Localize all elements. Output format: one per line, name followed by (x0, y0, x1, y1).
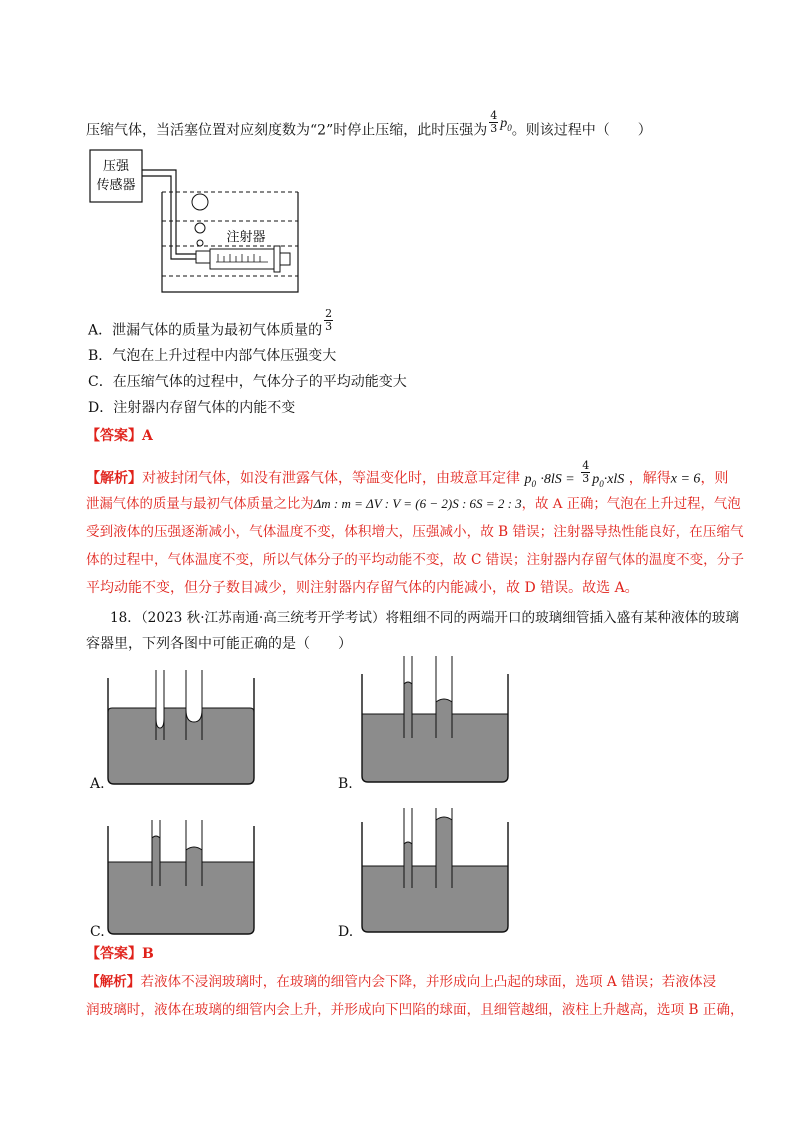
q17-option-a-fraction: $\frac{2}{3}$ (325, 307, 333, 333)
q17-analysis-line-2: 泄漏气体的质量与最初气体质量之比为Δm : m = ΔV : V = (6 − 2)S : 6S = 2 : 3，故 A 正确；气泡在上升过程，气泡 (86, 496, 741, 512)
q18-label-c: C. (90, 924, 105, 940)
q17-option-a: A．泄漏气体的质量为最初气体质量的 $\frac{2}{3}$ (88, 307, 333, 339)
q17-stem-line (86, 109, 652, 145)
q17-equation-ratio: Δm : m = ΔV : V = (6 − 2)S : 6S = 2 : 3 (313, 496, 522, 511)
q17-option-c: C．在压缩气体的过程中，气体分子的平均动能变大 (88, 374, 407, 390)
q18-label-b: B. (338, 776, 353, 792)
connecting-tube-inner (142, 176, 196, 259)
q18-label-d: D. (338, 924, 354, 940)
q17-stem-frac-num: 4 (490, 109, 498, 122)
bubble-small (197, 240, 203, 246)
q18-figure-b (360, 654, 510, 784)
q17-answer: 【答案】A (86, 428, 153, 444)
q17-solution-x: x = 6 (670, 471, 701, 487)
q17-equation-boyle: $p_0 \cdot 8lS$ = $\frac{4}{3}$ $p_0\cdot xlS$ (524, 459, 625, 489)
q17-apparatus-figure (86, 146, 306, 296)
q17-option-b: B．气泡在上升过程中内部气体压强变大 (88, 348, 337, 364)
q18-analysis-line-1: 【解析】若液体不浸润玻璃时，在玻璃的细管内会下降，并形成向上凸起的球面，选项 A 错误；若液体浸 (86, 974, 717, 990)
connecting-tube-outer (142, 170, 196, 254)
q17-analysis-line-1: 【解析】对被封闭气体，如没有泄露气体，等温变化时，由玻意耳定律 $p_0 \cdot 8lS$ = $\frac{4}{3}$ $p_0\cdot xlS$ ，解得x = 6，则 (86, 459, 729, 489)
q17-stem-fraction (489, 110, 498, 135)
q17-analysis-line-3: 受到液体的压强逐渐减小，气体温度不变，体积增大，压强减小，故 B 错误；注射器导热性能良好，在压缩气 (86, 524, 744, 540)
q18-stem-line-1: 18．（2023 秋·江苏南通·高三统考开学考试）将粗细不同的两端开口的玻璃细管插入盛有某种液体的玻璃 (110, 610, 739, 626)
q17-analysis-line-5: 平均动能不变，但分子数目减少，则注射器内存留气体的内能减小，故 D 错误。故选 A。 (86, 580, 639, 596)
q18-figure-d (360, 806, 510, 934)
syringe-tip (196, 251, 210, 263)
q18-label-a: A. (90, 776, 105, 792)
q17-stem-text-a: 压缩气体，当活塞位置对应刻度数为“2”时停止压缩，此时压强为 (86, 122, 488, 139)
q17-stem-p0: $p_0$ (500, 115, 512, 133)
syringe-plunger (280, 253, 290, 265)
pressure-sensor-box (90, 150, 142, 202)
q18-answer: 【答案】B (86, 946, 154, 962)
syringe-label: 注射器 (226, 230, 266, 245)
q18-figure-c (106, 818, 256, 936)
q17-stem-frac-den: 3 (490, 122, 498, 135)
q17-stem-text-b: 。则该过程中（ ） (511, 122, 652, 139)
q17-analysis-line-4: 体的过程中，气体温度不变，所以气体分子的平均动能不变，故 C 错误；注射器内存留气体的温度不变，分子 (86, 552, 744, 568)
q17-option-d: D．注射器内存留气体的内能不变 (88, 400, 296, 416)
bubble-medium (195, 223, 205, 233)
sensor-label-1: 压强 (102, 159, 130, 174)
syringe-flange (274, 246, 280, 272)
bubble-large (192, 194, 208, 210)
q18-figure-a (106, 668, 256, 786)
q18-analysis-line-2: 润玻璃时，液体在玻璃的细管内会上升，并形成向下凹陷的球面，且细管越细，液柱上升越高，选项 B 正确， (86, 1002, 744, 1018)
q18-stem-line-2: 容器里，下列各图中可能正确的是（ ） (86, 636, 352, 652)
sensor-label-2: 传感器 (96, 178, 136, 193)
